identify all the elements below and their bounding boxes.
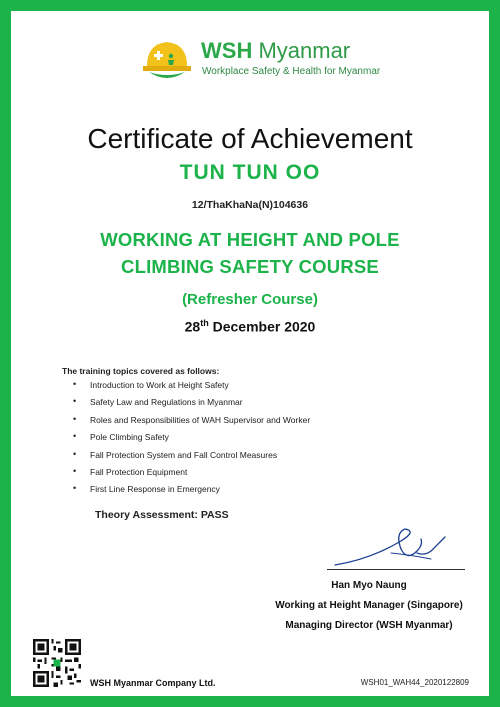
certificate-title: Certificate of Achievement	[87, 123, 413, 154]
bullet-icon: •	[73, 483, 77, 494]
list-item	[73, 484, 310, 501]
course-title-line-2: CLIMBING SAFETY COURSE	[121, 256, 379, 277]
brand-logo	[141, 36, 381, 88]
brand-name-light: Myanmar	[258, 38, 351, 63]
signature-line	[327, 569, 465, 570]
signatory-name: Han Myo Naung	[331, 580, 407, 591]
certificate-content	[11, 11, 489, 696]
certificate-code: WSH01_WAH44_2020122809	[360, 678, 469, 687]
bullet-icon: •	[73, 396, 77, 407]
company-name: WSH Myanmar Company Ltd.	[90, 678, 216, 688]
date-suffix: th	[200, 318, 209, 328]
brand-tagline: Workplace Safety & Health for Myanmar	[202, 66, 381, 77]
bullet-icon: •	[73, 448, 77, 459]
topic-text: Introduction to Work at Height Safety	[90, 380, 229, 390]
topic-text: Fall Protection System and Fall Control Measures	[90, 449, 278, 460]
signature-image	[331, 519, 461, 569]
topic-text: Fall Protection Equipment	[90, 466, 188, 477]
signatory-role: Working at Height Manager (Singapore)	[275, 600, 463, 611]
bullet-icon: •	[73, 465, 77, 476]
recipient-id-number: 12/ThaKhaNa(N)104636	[191, 199, 309, 211]
date-month-year: December 2020	[212, 318, 316, 335]
list-item	[73, 380, 310, 397]
recipient-name: TUN TUN OO	[179, 161, 321, 184]
bullet-icon: •	[73, 379, 77, 389]
list-item	[73, 432, 310, 449]
signatory-title: Managing Director (WSH Myanmar)	[285, 620, 453, 631]
topics-heading: The training topics covered as follows:	[62, 366, 220, 376]
brand-name-bold: WSH	[201, 38, 253, 63]
topic-text: First Line Response in Emergency	[90, 484, 220, 495]
completion-date	[11, 318, 489, 335]
topic-text: Roles and Responsibilities of WAH Supervisor and Worker	[90, 414, 311, 425]
topics-list	[73, 380, 310, 502]
list-item	[73, 450, 310, 467]
topic-text: Safety Law and Regulations in Myanmar	[90, 397, 243, 408]
list-item	[73, 467, 310, 484]
topic-text: Pole Climbing Safety	[90, 432, 169, 443]
assessment-result: Theory Assessment: PASS	[95, 509, 229, 521]
course-title	[11, 226, 489, 280]
bullet-icon: •	[73, 413, 77, 424]
list-item	[73, 415, 310, 432]
bullet-icon: •	[73, 431, 77, 442]
qr-code-icon	[33, 639, 81, 687]
safety-helmet-icon	[141, 36, 193, 86]
brand-name	[201, 38, 350, 64]
list-item	[73, 397, 310, 414]
date-day: 28	[184, 318, 201, 335]
course-title-line-1: WORKING AT HEIGHT AND POLE	[100, 229, 400, 250]
course-type: (Refresher Course)	[182, 291, 318, 308]
